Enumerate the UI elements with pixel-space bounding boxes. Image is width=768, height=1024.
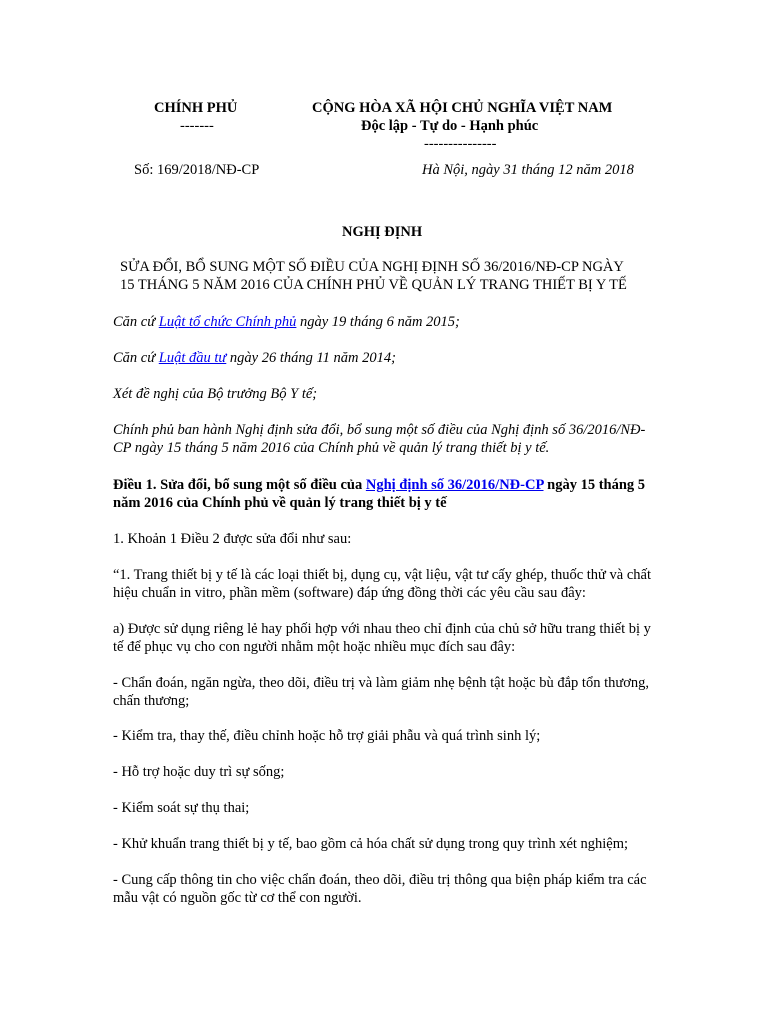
list-item: - Kiểm soát sự thụ thai; [113,800,250,816]
subtitle-line-1: SỬA ĐỔI, BỔ SUNG MỘT SỐ ĐIỀU CỦA NGHỊ ĐỊNH SỐ 36/2016/NĐ-CP NGÀY [120,259,624,275]
legal-basis-1-prefix: Căn cứ [113,314,159,330]
list-item: - Chẩn đoán, ngăn ngừa, theo dõi, điều trị và làm giảm nhẹ bệnh tật hoặc bù đắp tổn thương, chấn thương; [113,675,649,709]
national-title: CỘNG HÒA XÃ HỘI CHỦ NGHĨA VIỆT NAM [312,100,613,116]
article-1-heading-suffix: ngày 15 tháng 5 năm 2016 của Chính phủ về quản lý trang thiết bị y tế [113,477,646,511]
point-a: a) Được sử dụng riêng lẻ hay phối hợp với nhau theo chỉ định của chủ sở hữu trang thiết bị y tế để phục vụ cho con người nhằm một hoặc nhiều mục đích sau đây: [113,621,651,655]
place-date: Hà Nội, ngày 31 tháng 12 năm 2018 [422,162,634,178]
promulgation-text: Chính phủ ban hành Nghị định sửa đổi, bổ sung một số điều của Nghị định số 36/2016/NĐ-CP ngày 15 tháng 5 năm 2016 của Chính phủ về quản lý trang thiết bị y tế. [113,422,646,456]
decree-link-36-2016[interactable]: Nghị định số 36/2016/NĐ-CP [365,477,544,493]
legal-basis-2 [113,349,663,367]
list-item: - Kiểm tra, thay thế, điều chỉnh hoặc hỗ trợ giải phẫu và quá trình sinh lý; [113,728,541,744]
list-item: - Khử khuẩn trang thiết bị y tế, bao gồm cả hóa chất sử dụng trong quy trình xét nghiệm; [113,836,629,852]
legal-basis-2-prefix: Căn cứ [113,350,159,366]
legal-basis-1-suffix: ngày 19 tháng 6 năm 2015; [296,314,460,330]
issuer-title: CHÍNH PHỦ [154,100,238,116]
legal-basis-1 [113,313,663,331]
clause-1-intro: 1. Khoản 1 Điều 2 được sửa đổi như sau: [113,531,352,547]
document-number: Số: 169/2018/NĐ-CP [134,162,260,178]
article-1-heading [113,476,663,512]
national-motto: Độc lập - Tự do - Hạnh phúc [361,118,539,134]
law-link-government-organization[interactable]: Luật tổ chức Chính phủ [158,314,297,330]
list-item: - Cung cấp thông tin cho việc chẩn đoán, theo dõi, điều trị thông qua biện pháp kiểm tra các mẫu vật có nguồn gốc từ cơ thể con người. [113,872,647,906]
clause-1-definition: “1. Trang thiết bị y tế là các loại thiết bị, dụng cụ, vật liệu, vật tư cấy ghép, thuốc thử và chất hiệu chuẩn in vitro, phần mềm (software) đáp ứng đồng thời các yêu cầu sau đây: [113,567,651,601]
document-type: NGHỊ ĐỊNH [342,224,423,240]
subtitle-line-2: 15 THÁNG 5 NĂM 2016 CỦA CHÍNH PHỦ VỀ QUẢN LÝ TRANG THIẾT BỊ Y TẾ [120,277,627,293]
law-link-investment[interactable]: Luật đầu tư [158,350,227,366]
national-rule: --------------- [424,136,497,152]
list-item: - Hỗ trợ hoặc duy trì sự sống; [113,764,285,780]
legal-basis-2-suffix: ngày 26 tháng 11 năm 2014; [226,350,396,366]
article-1-heading-prefix: Điều 1. Sửa đổi, bổ sung một số điều của [113,477,366,493]
proposal-text: Xét đề nghị của Bộ trưởng Bộ Y tế; [113,386,318,402]
issuer-rule: ------- [180,118,214,134]
